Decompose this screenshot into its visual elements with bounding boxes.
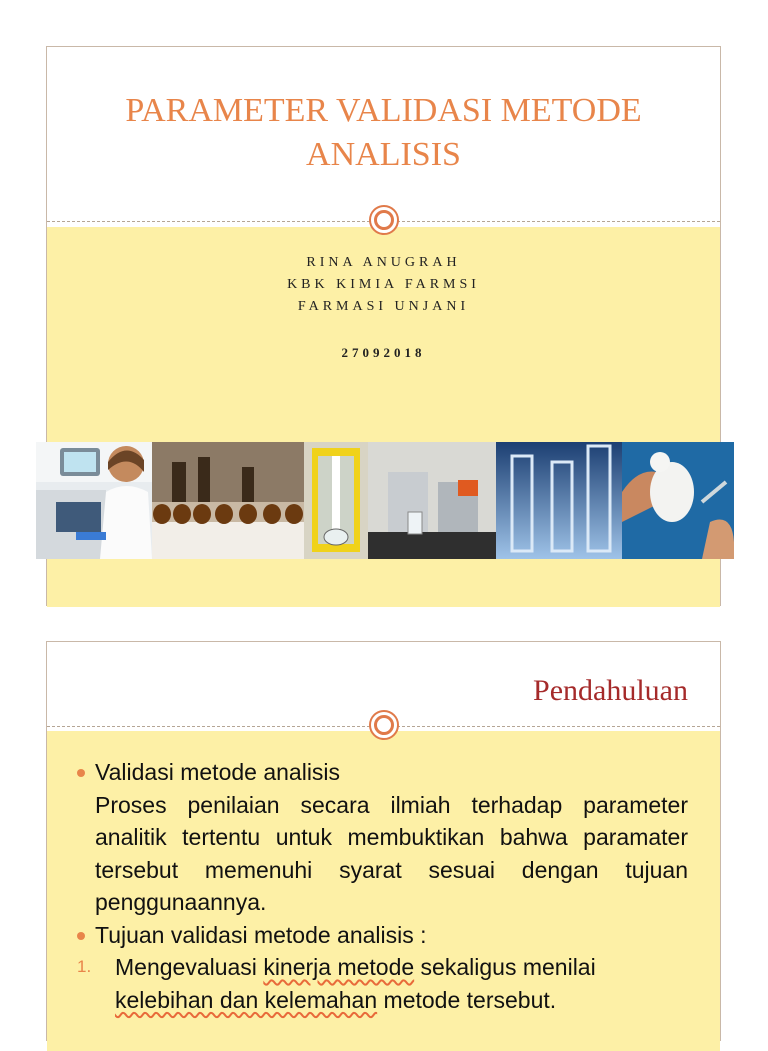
author-department: KBK KIMIA FARMSI	[287, 277, 480, 292]
slide-title: Pendahuluan	[533, 674, 688, 707]
underlined-phrase: kelebihan dan kelemahan	[115, 986, 378, 1013]
author-institution: FARMASI UNJANI	[297, 299, 470, 314]
bullet-body: Proses penilaian secara ilmiah terhadap parameter analitik tertentu untuk membuktikan bahwa paramater tersebut memenuhi syarat sesuai dengan tujuan penggunaannya.	[95, 791, 688, 915]
bullet-heading: Tujuan validasi metode analisis :	[95, 921, 427, 948]
title-area	[47, 47, 720, 221]
amber-bottles-photo	[152, 442, 304, 559]
bullet-item	[75, 756, 688, 789]
photo-strip	[36, 442, 734, 559]
presentation-date: 27092018	[341, 345, 426, 360]
item-number: 1.	[77, 957, 92, 976]
circle-ornament-icon	[369, 710, 399, 740]
underlined-phrase: kinerja metode	[263, 954, 415, 980]
content-slide	[46, 641, 721, 1041]
item-text: sekaligus menilai	[414, 954, 596, 980]
measuring-cylinders-photo	[496, 442, 622, 559]
item-text: Mengevaluasi	[115, 954, 264, 980]
lab-bench-equipment-photo	[368, 442, 496, 559]
slide-title-line1: PARAMETER VALIDASI METODE	[125, 92, 642, 129]
bullet-item	[75, 919, 688, 952]
author-name: RINA ANUGRAH	[306, 255, 461, 270]
titration-apparatus-photo	[304, 442, 368, 559]
item-text: metode tersebut.	[377, 986, 557, 1013]
circle-ornament-icon	[369, 205, 399, 235]
slide-title-line2: ANALISIS	[306, 136, 461, 173]
numbered-item	[75, 951, 688, 1016]
bullet-heading: Validasi metode analisis	[95, 759, 341, 785]
lab-technician-photo	[36, 442, 152, 559]
content-body	[75, 756, 688, 1016]
slide-title	[67, 89, 700, 177]
rat-injection-photo	[622, 442, 734, 559]
